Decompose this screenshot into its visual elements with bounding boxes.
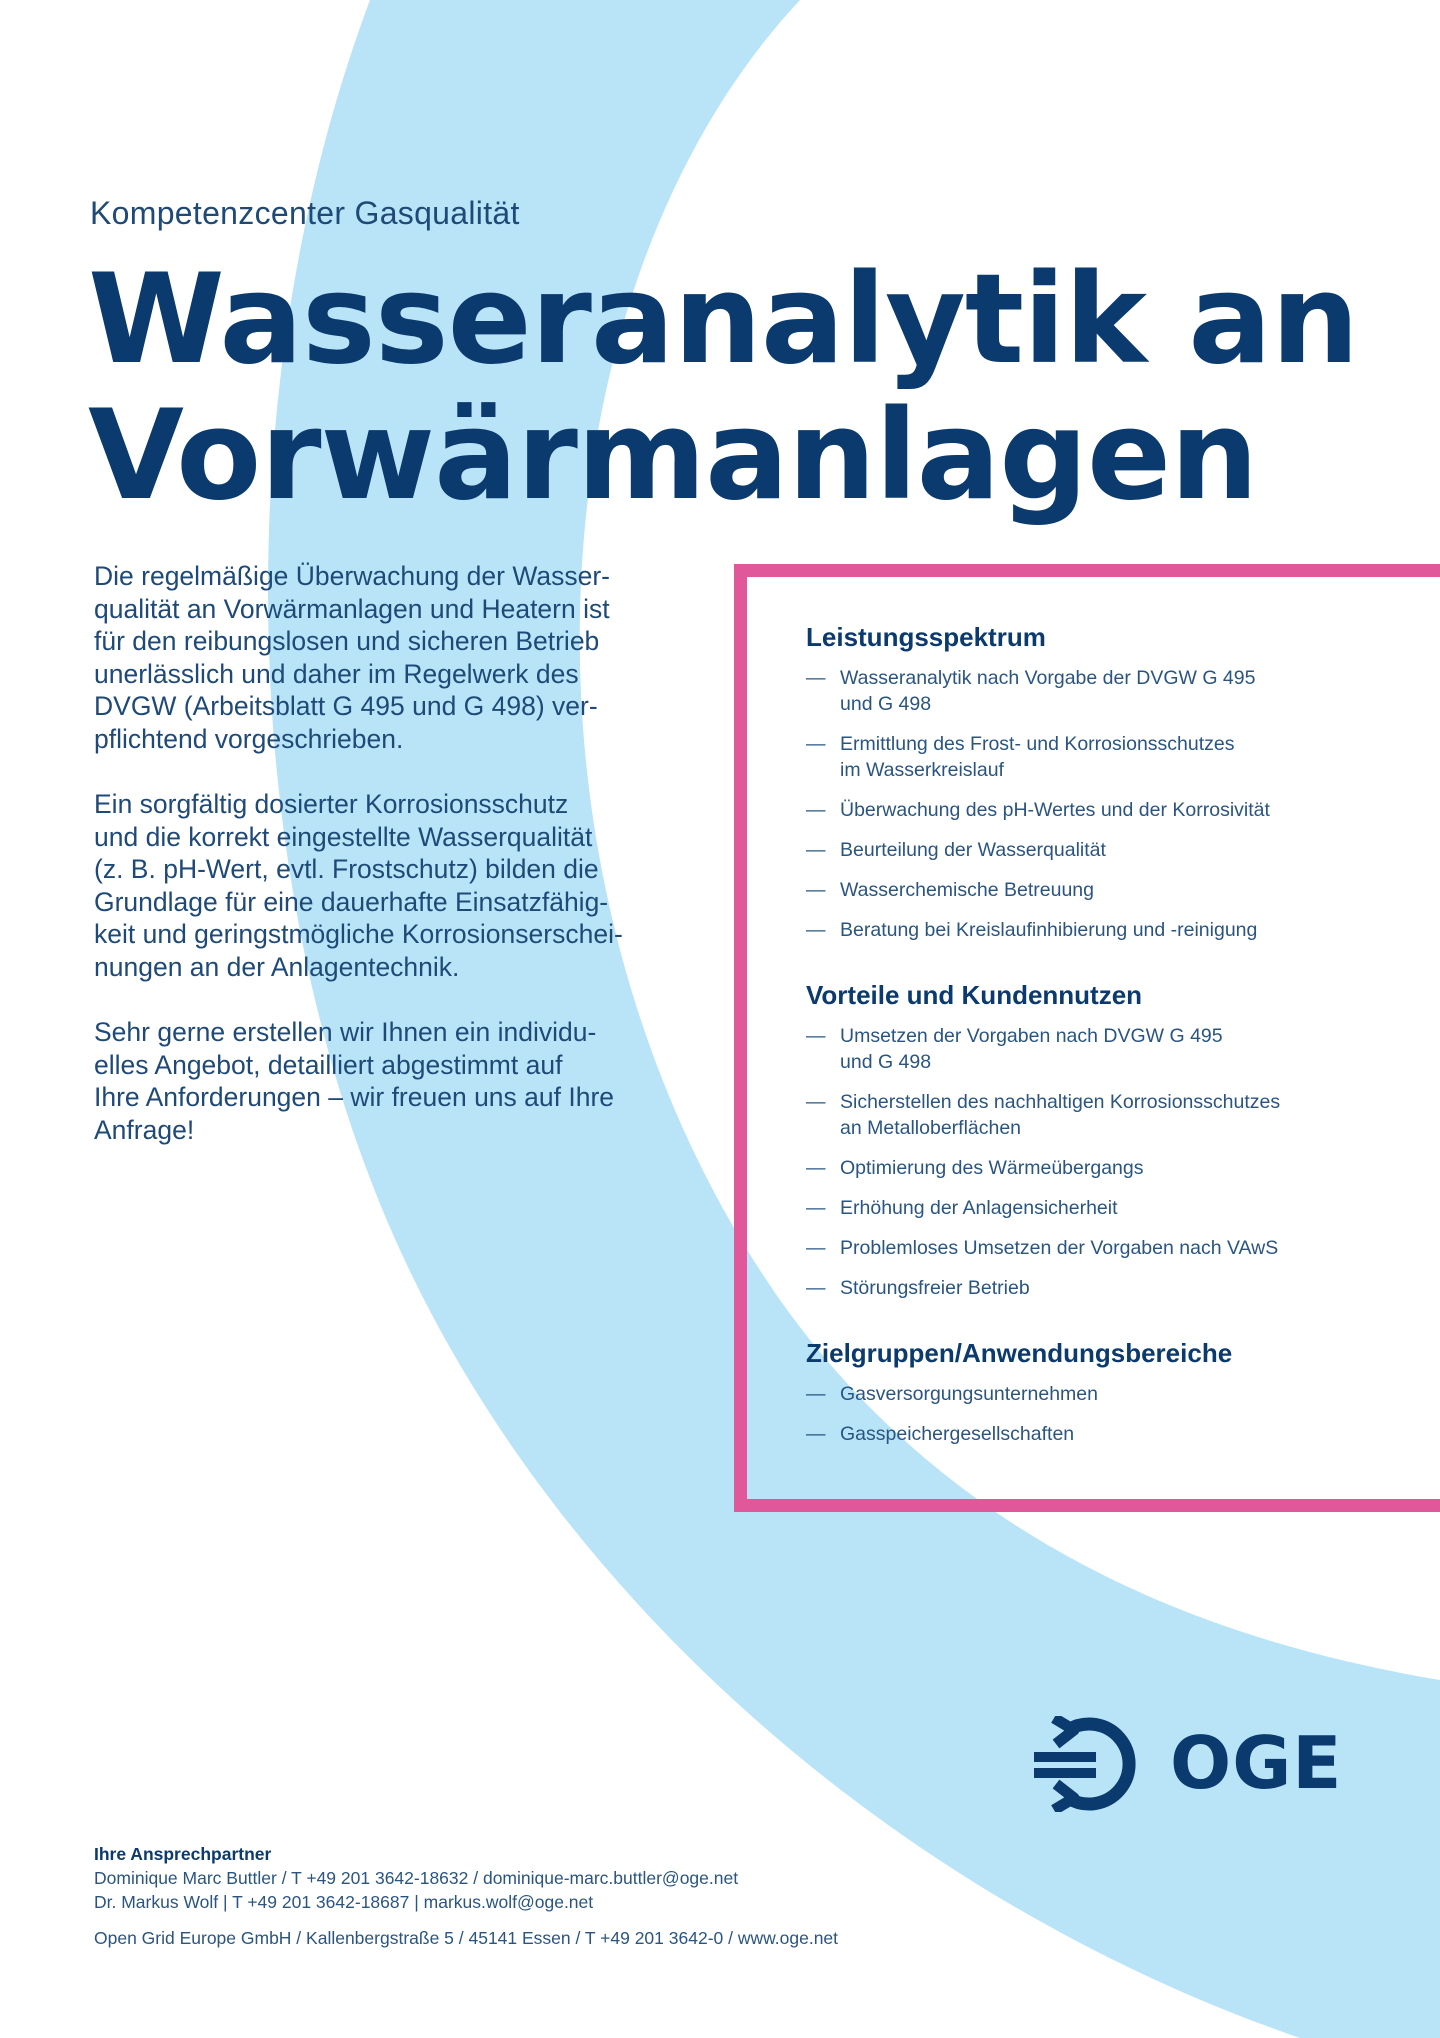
page-title	[88, 248, 1359, 528]
dash-bullet: —	[806, 1091, 826, 1113]
list-item	[806, 1421, 1366, 1447]
list-item-text: Überwachung des pH-Wertes und der Korrosivität	[840, 799, 1270, 821]
list-item	[806, 665, 1366, 717]
dash-bullet: —	[806, 1423, 826, 1445]
list-item	[806, 1235, 1366, 1261]
dash-bullet: —	[806, 1277, 826, 1299]
contact-line: Dr. Markus Wolf | T +49 201 3642-18687 | markus.wolf@oge.net	[94, 1892, 594, 1912]
section-leistungsspektrum	[806, 622, 1366, 957]
dash-bullet: —	[806, 1383, 826, 1405]
intro-paragraph: Ein sorgfältig dosierter Korrosionsschutz und die korrekt eingestellte Wasserqualität (z. B. pH-Wert, evtl. Frostschutz) bilden die Grundlage für eine dauerhafte Einsatzfähig- keit und geringstmögliche Korrosionserschei- nungen an der Anlagentechnik.	[94, 789, 623, 982]
dash-bullet: —	[806, 919, 826, 941]
contact-footer	[94, 1842, 838, 1950]
dash-bullet: —	[806, 839, 826, 861]
list-item	[806, 1089, 1366, 1141]
dash-bullet: —	[806, 733, 826, 755]
intro-paragraph: Sehr gerne erstellen wir Ihnen ein individu- elles Angebot, detailliert abgestimmt auf Ihre Anforderungen – wir freuen uns auf Ihre Anfrage!	[94, 1017, 615, 1145]
dash-bullet: —	[806, 667, 826, 689]
list-item-text: Ermittlung des Frost- und Korrosionsschutzes im Wasserkreislauf	[840, 733, 1235, 781]
dash-bullet: —	[806, 1197, 826, 1219]
oge-logo-text: OGE	[1170, 1721, 1343, 1805]
department-label: Kompetenzcenter Gasqualität	[90, 195, 520, 231]
list-item-text: Beratung bei Kreislaufinhibierung und -reinigung	[840, 919, 1258, 941]
list-item-text: Gasspeichergesellschaften	[840, 1423, 1075, 1445]
list-item	[806, 877, 1366, 903]
contact-heading: Ihre Ansprechpartner	[94, 1844, 272, 1864]
list-item	[806, 731, 1366, 783]
dash-bullet: —	[806, 1157, 826, 1179]
list-item-text: Störungsfreier Betrieb	[840, 1277, 1030, 1299]
list-item-text: Wasserchemische Betreuung	[840, 879, 1094, 901]
list-item	[806, 797, 1366, 823]
section-heading: Vorteile und Kundennutzen	[806, 980, 1143, 1010]
section-zielgruppen	[806, 1338, 1366, 1461]
dash-bullet: —	[806, 799, 826, 821]
list-item-text: Sicherstellen des nachhaltigen Korrosionsschutzes an Metalloberflächen	[840, 1091, 1281, 1139]
contact-line: Dominique Marc Buttler / T +49 201 3642-18632 / dominique-marc.buttler@oge.net	[94, 1868, 739, 1888]
company-address: Open Grid Europe GmbH / Kallenbergstraße 5 / 45141 Essen / T +49 201 3642-0 / www.oge.net	[94, 1928, 839, 1948]
list-item-text: Gasversorgungsunternehmen	[840, 1383, 1098, 1405]
page-title-line-2: Vorwärmanlagen	[88, 384, 1258, 528]
section-heading: Zielgruppen/Anwendungsbereiche	[806, 1338, 1233, 1368]
list-item-text: Wasseranalytik nach Vorgabe der DVGW G 495 und G 498	[840, 667, 1256, 715]
list-item	[806, 1381, 1366, 1407]
page-title-line-1: Wasseranalytik an	[88, 248, 1359, 392]
list-item	[806, 1023, 1366, 1075]
section-heading: Leistungsspektrum	[806, 622, 1046, 652]
list-item-text: Erhöhung der Anlagensicherheit	[840, 1197, 1118, 1219]
intro-text	[94, 560, 714, 1179]
list-item	[806, 1155, 1366, 1181]
list-item-text: Optimierung des Wärmeübergangs	[840, 1157, 1144, 1179]
list-item	[806, 1195, 1366, 1221]
list-item	[806, 917, 1366, 943]
list-item-text: Beurteilung der Wasserqualität	[840, 839, 1106, 861]
dash-bullet: —	[806, 1237, 826, 1259]
dash-bullet: —	[806, 1025, 826, 1047]
intro-paragraph: Die regelmäßige Überwachung der Wasser- qualität an Vorwärmanlagen und Heatern ist für den reibungslosen und sicheren Betrieb unerlässlich und daher im Regelwerk des DVGW (Arbeitsblatt G 495 und G 498) ver- pflichtend vorgeschrieben.	[94, 561, 610, 754]
dash-bullet: —	[806, 879, 826, 901]
list-item	[806, 1275, 1366, 1301]
section-vorteile	[806, 980, 1366, 1315]
oge-logo	[1034, 1712, 1354, 1814]
list-item	[806, 837, 1366, 863]
list-item-text: Problemloses Umsetzen der Vorgaben nach VAwS	[840, 1237, 1279, 1259]
oge-logo-icon	[1034, 1716, 1146, 1812]
list-item-text: Umsetzen der Vorgaben nach DVGW G 495 und G 498	[840, 1025, 1223, 1073]
